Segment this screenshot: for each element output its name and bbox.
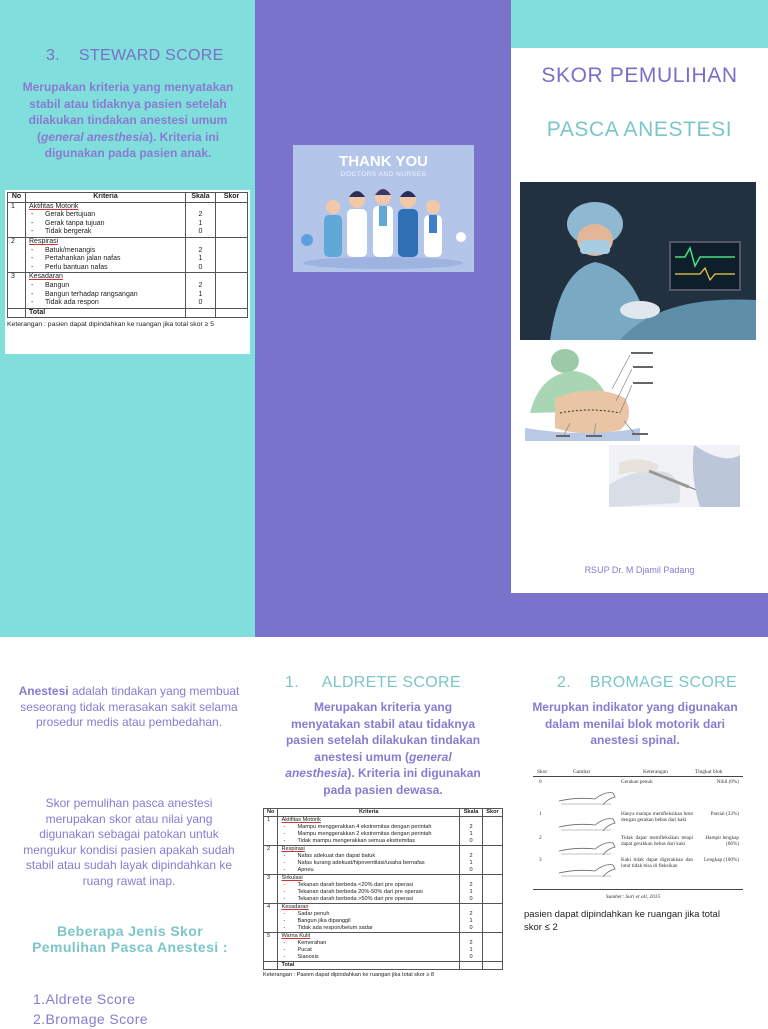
steward-cell-no: 1 — [8, 202, 26, 237]
intro-paragraph2: Skor pemulihan pasca anestesi merupakan skor atau nilai yang digunakan sebagai patokan untuk mengukur kondisi pasien apakah sudah stabil atau sudah layak dipindahkan ke ruang rawat inap. — [18, 796, 240, 889]
aldrete-group-label: Kesadaran — [281, 904, 456, 911]
steward-item: - Bangun — [29, 282, 182, 291]
aldrete-skala-value: 0 — [463, 954, 479, 961]
bromage-cell-tingkat: Lengkap (100%) — [695, 857, 739, 863]
aldrete-skala-value: 0 — [463, 896, 479, 903]
aldrete-cell-skor — [483, 817, 503, 846]
steward-skala-value: 2 — [189, 282, 212, 291]
aldrete-note: Keterangan : Pasien dapat dipindahkan ke ruangan jika total skor ≥ 8 — [263, 972, 503, 978]
bromage-description: Merupkan indikator yang digunakan dalam menilai blok motorik dari anestesi spinal. — [530, 699, 740, 749]
steward-cell-no: 3 — [8, 273, 26, 308]
intro-definition-text: adalah tindakan yang membuat seseorang tidak merasakan sakit selama prosedur medis atau pembedahan. — [20, 684, 239, 729]
aldrete-cell-skor — [483, 933, 503, 962]
steward-item: - Tidak bergerak — [29, 228, 182, 237]
aldrete-skala-value: 1 — [463, 860, 479, 867]
bromage-cell-tingkat: Parsial (33%) — [695, 811, 739, 817]
steward-skala-value: 1 — [189, 220, 212, 229]
bromage-cell-tingkat: Hampir lengkap (66%) — [695, 835, 739, 847]
aldrete-row — [264, 846, 503, 875]
aldrete-group-label: Sirkulasi — [281, 875, 456, 882]
steward-cell-no: 2 — [8, 237, 26, 272]
steward-skala-value: 1 — [189, 255, 212, 264]
aldrete-skala-value: 0 — [463, 838, 479, 845]
aldrete-skala-value: 1 — [463, 889, 479, 896]
injection-illustration — [609, 445, 740, 507]
intro-types-heading: Beberapa Jenis Skor Pemulihan Pasca Anestesi : — [30, 923, 230, 955]
steward-row — [8, 273, 248, 308]
bromage-cell-ket: Gerakan penuh — [621, 779, 693, 785]
aldrete-cell-kriteria — [278, 933, 460, 962]
steward-table-wrap — [5, 190, 250, 354]
injection-photo — [609, 445, 740, 507]
aldrete-item: - Sadar penuh — [281, 911, 456, 918]
aldrete-skala-value: 0 — [463, 925, 479, 932]
aldrete-cell-no: 5 — [264, 933, 278, 962]
aldrete-th-skala: Skala — [460, 809, 483, 817]
steward-skala-value: 1 — [189, 291, 212, 300]
aldrete-skala-value: 2 — [463, 853, 479, 860]
bromage-cell-ket: Tidak dapat memfleksikan tetapi dapat gerakkan bebas dari kaki — [621, 835, 693, 847]
aldrete-skala-spacer — [463, 933, 479, 940]
aldrete-cell-kriteria — [278, 875, 460, 904]
bromage-heading: 2. BROMAGE SCORE — [557, 674, 757, 692]
steward-total-no — [8, 308, 26, 318]
leg-position-icon — [557, 859, 617, 877]
aldrete-group-label: Warna Kulit — [281, 933, 456, 940]
steward-total-row — [8, 308, 248, 318]
aldrete-total-label: Total — [278, 962, 460, 970]
aldrete-th-no: No — [264, 809, 278, 817]
bromage-cell-ket: Hanya mampu memfleksikan lutut dengan gerakan bebas dari kaki — [621, 811, 693, 823]
aldrete-cell-no: 4 — [264, 904, 278, 933]
steward-cell-skor — [216, 202, 248, 237]
steward-th-skala: Skala — [186, 193, 216, 203]
aldrete-desc-b: ). Kriteria ini digunakan pada pasien dewasa. — [323, 766, 480, 797]
steward-th-kriteria: Kriteria — [26, 193, 186, 203]
steward-desc-b: ). Kriteria ini digunakan pada pasien anak. — [45, 130, 219, 161]
aldrete-skala-value: 1 — [463, 947, 479, 954]
thank-you-card — [293, 145, 474, 272]
bromage-cell-skor: 2 — [539, 835, 542, 841]
steward-description — [18, 79, 238, 162]
aldrete-cell-no: 1 — [264, 817, 278, 846]
bromage-th-gambar: Gambar — [573, 769, 590, 775]
bromage-note: pasien dapat dipindahkan ke ruangan jika total skor ≤ 2 — [524, 909, 734, 934]
steward-skala-value: 2 — [189, 211, 212, 220]
steward-item: - Perlu bantuan nafas — [29, 264, 182, 273]
aldrete-cell-no: 2 — [264, 846, 278, 875]
steward-group-label: Aktifitas Motorik — [29, 203, 182, 212]
aldrete-item: - Nafas adekuat dan dapat batuk — [281, 853, 456, 860]
intro-term: Anestesi — [19, 684, 69, 698]
steward-item: - Gerak bertujuan — [29, 211, 182, 220]
steward-group-label: Respirasi — [29, 238, 182, 247]
aldrete-item: - Mampu menggerakkan 2 ekstremitas dengan perintah — [281, 831, 456, 838]
cover-title-line2: PASCA ANESTESI — [511, 118, 768, 142]
bromage-th-tingkat: Tingkat blok — [695, 769, 723, 775]
bromage-row — [533, 835, 743, 855]
steward-desc-em: general anesthesia — [41, 130, 149, 144]
aldrete-skala-spacer — [463, 875, 479, 882]
steward-cell-skor — [216, 273, 248, 308]
steward-cell-skor — [216, 237, 248, 272]
aldrete-item: - Apneu — [281, 867, 456, 874]
cover-title-line1: SKOR PEMULIHAN — [511, 64, 768, 88]
aldrete-heading: 1. ALDRETE SCORE — [285, 674, 505, 692]
aldrete-item: - Tekanan darah berbeda 20%-50% dari pre operasi — [281, 889, 456, 896]
aldrete-cell-kriteria — [278, 846, 460, 875]
aldrete-cell-skala — [460, 875, 483, 904]
steward-item: - Gerak tanpa tujuan — [29, 220, 182, 229]
aldrete-total-row — [264, 962, 503, 970]
steward-skala-value: 0 — [189, 228, 212, 237]
aldrete-item: - Nafas kurang adekuat/hipoventilasi/usaha bernafas — [281, 860, 456, 867]
bromage-row — [533, 811, 743, 833]
aldrete-skala-spacer — [463, 846, 479, 853]
aldrete-cell-kriteria — [278, 904, 460, 933]
aldrete-skala-value: 2 — [463, 940, 479, 947]
steward-total-skala — [186, 308, 216, 318]
steward-item: - Batuk/menangis — [29, 247, 182, 256]
steward-cell-skala — [186, 237, 216, 272]
steward-total-label: Total — [26, 308, 186, 318]
steward-item: - Pertahankan jalan nafas — [29, 255, 182, 264]
leg-position-icon — [557, 837, 617, 855]
epidural-illustration — [520, 343, 660, 441]
bromage-cell-skor: 1 — [539, 811, 542, 817]
aldrete-item: - Tidak mampu mengerakkan semua ekstremitas — [281, 838, 456, 845]
bromage-row — [533, 857, 743, 887]
steward-skala-value: 2 — [189, 247, 212, 256]
top-middle-panel — [255, 0, 511, 637]
aldrete-cell-skor — [483, 846, 503, 875]
aldrete-skala-value: 2 — [463, 911, 479, 918]
aldrete-cell-skor — [483, 875, 503, 904]
leg-position-icon — [557, 813, 617, 831]
aldrete-cell-skala — [460, 904, 483, 933]
aldrete-total-no — [264, 962, 278, 970]
top-right-band — [511, 593, 768, 637]
steward-skala-spacer — [189, 273, 212, 282]
epidural-diagram — [520, 343, 660, 441]
intro-list-item: 2.Bromage Score — [33, 1010, 233, 1029]
steward-desc-a: Merupakan kriteria yang menyatakan stabil atau tidaknya pasien setelah dilakukan tindakan anestesi umum ( — [23, 80, 234, 144]
aldrete-item: - Mampu menggerakkan 4 ekstremitas dengan perintah — [281, 824, 456, 831]
aldrete-cell-no: 3 — [264, 875, 278, 904]
steward-skala-value: 0 — [189, 299, 212, 308]
steward-skala-spacer — [189, 203, 212, 212]
steward-skala-spacer — [189, 238, 212, 247]
steward-group-label: Kesadaran — [29, 273, 182, 282]
aldrete-skala-spacer — [463, 904, 479, 911]
steward-cell-kriteria — [26, 273, 186, 308]
aldrete-skala-value: 0 — [463, 867, 479, 874]
aldrete-item: - Tekanan darah berbeda >50% dari pre operasi — [281, 896, 456, 903]
aldrete-desc-em: general anesthesia — [285, 750, 451, 781]
aldrete-desc-a: Merupakan kriteria yang menyatakan stabil atau tidaknya pasien setelah dilakukan tindakan anestesi umum ( — [286, 700, 480, 764]
steward-cell-kriteria — [26, 237, 186, 272]
steward-heading: 3. STEWARD SCORE — [46, 47, 246, 65]
steward-cell-skala — [186, 273, 216, 308]
steward-note: Keterangan : pasien dapat dipindahkan ke ruangan jika total skor ≥ 5 — [7, 321, 248, 328]
steward-cell-skala — [186, 202, 216, 237]
aldrete-row — [264, 817, 503, 846]
aldrete-skala-spacer — [463, 817, 479, 824]
aldrete-cell-skala — [460, 846, 483, 875]
aldrete-skala-value: 1 — [463, 918, 479, 925]
aldrete-th-skor: Skor — [483, 809, 503, 817]
aldrete-item: - Bangun jika dipanggil — [281, 918, 456, 925]
bromage-cell-ket: Kaki tidak dapat digerakkan dan lutut tidak bisa di fleksikan — [621, 857, 693, 869]
steward-skala-value: 0 — [189, 264, 212, 273]
anesthesiologist-photo — [520, 182, 756, 340]
bromage-cell-skor: 3 — [539, 857, 542, 863]
cover-author: Ns. Winda Riska, S.Kep — [511, 548, 768, 563]
thank-you-title: THANK YOU — [293, 153, 474, 170]
aldrete-row — [264, 933, 503, 962]
aldrete-skala-value: 1 — [463, 831, 479, 838]
bromage-row — [533, 779, 743, 809]
aldrete-table-wrap — [261, 806, 505, 1002]
anesthesiologist-illustration — [520, 182, 756, 340]
steward-th-skor: Skor — [216, 193, 248, 203]
steward-total-skor — [216, 308, 248, 318]
aldrete-row — [264, 875, 503, 904]
bromage-bottom-rule — [533, 889, 743, 890]
medical-staff-illustration — [293, 145, 474, 272]
bromage-th-skor: Skor — [537, 769, 547, 775]
aldrete-total-skor — [483, 962, 503, 970]
intro-list — [33, 990, 233, 1029]
aldrete-cell-kriteria — [278, 817, 460, 846]
bromage-source: Sumber: Suri et all, 2015 — [533, 894, 733, 900]
steward-item: - Tidak ada respon — [29, 299, 182, 308]
intro-definition — [18, 684, 240, 731]
aldrete-item: - Tekanan darah berbeda <20% dari pre operasi — [281, 882, 456, 889]
steward-row — [8, 237, 248, 272]
aldrete-group-label: Respirasi — [281, 846, 456, 853]
aldrete-group-label: Aktifitas Motorik — [281, 817, 456, 824]
aldrete-item: - Pucat — [281, 947, 456, 954]
steward-th-no: No — [8, 193, 26, 203]
aldrete-description — [278, 699, 488, 798]
bromage-th-ket: Keterangan — [643, 769, 668, 775]
bromage-cell-tingkat: Nihil (0%) — [695, 779, 739, 785]
aldrete-row — [264, 904, 503, 933]
bromage-table — [533, 769, 743, 903]
aldrete-item: - Tidak ada respon/belum sadar — [281, 925, 456, 932]
aldrete-cell-skor — [483, 904, 503, 933]
aldrete-total-skala — [460, 962, 483, 970]
bromage-cell-skor: 0 — [539, 779, 542, 785]
aldrete-cell-skala — [460, 817, 483, 846]
intro-list-item: 1.Aldrete Score — [33, 990, 233, 1010]
aldrete-skala-value: 2 — [463, 882, 479, 889]
steward-item: - Bangun terhadap rangsangan — [29, 291, 182, 300]
aldrete-skala-value: 2 — [463, 824, 479, 831]
aldrete-item: - Sianosis — [281, 954, 456, 961]
steward-table — [7, 192, 248, 318]
thank-you-subtitle: DOCTORS AND NURSES — [293, 171, 474, 178]
steward-cell-kriteria — [26, 202, 186, 237]
aldrete-th-kriteria: Kriteria — [278, 809, 460, 817]
aldrete-table — [263, 808, 503, 970]
bromage-header — [533, 769, 743, 777]
leg-position-icon — [557, 787, 617, 805]
cover-institution: RSUP Dr. M Djamil Padang — [511, 565, 768, 575]
aldrete-item: - Kemerahan — [281, 940, 456, 947]
steward-row — [8, 202, 248, 237]
aldrete-cell-skala — [460, 933, 483, 962]
